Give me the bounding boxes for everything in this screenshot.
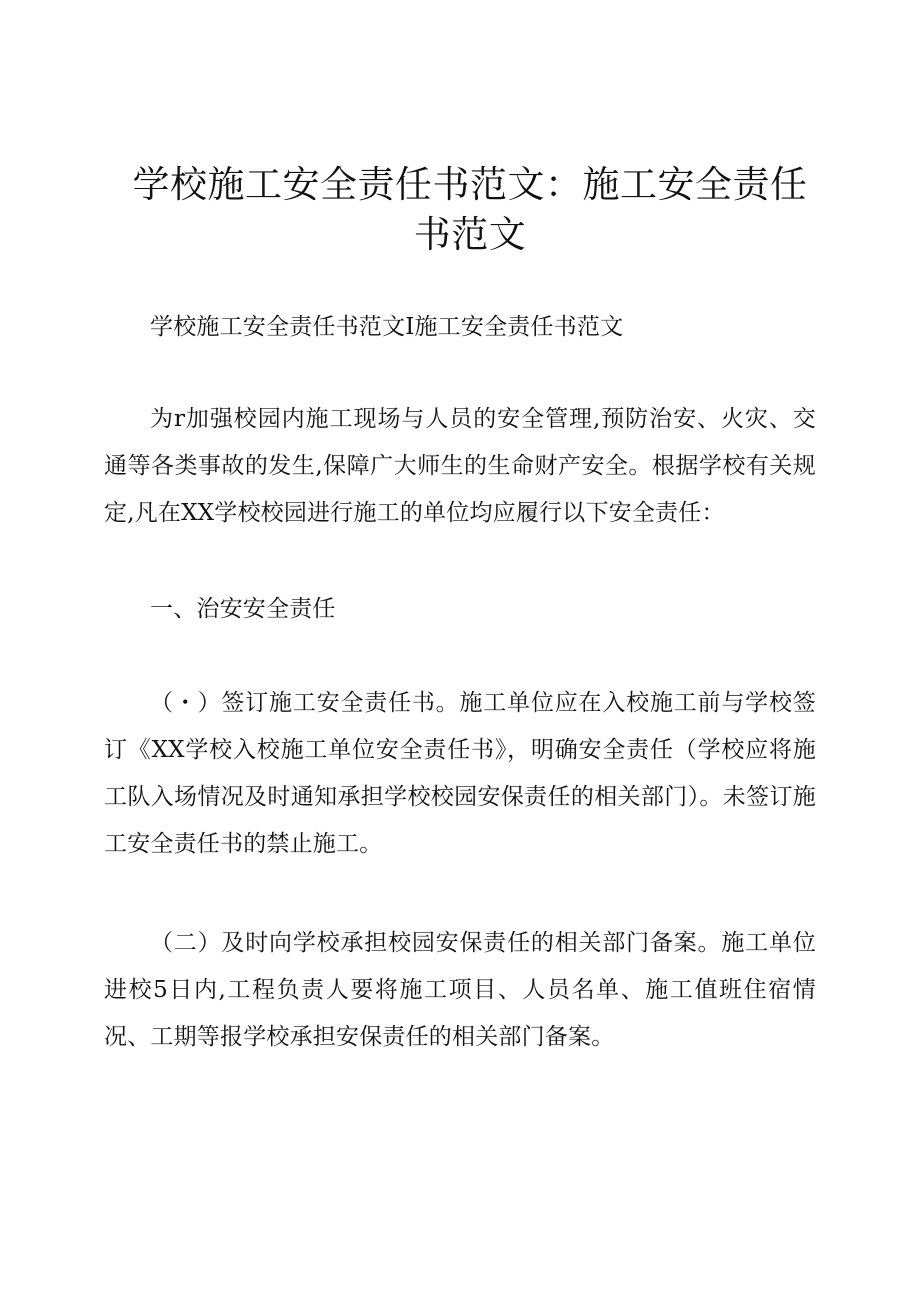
document-title: 学校施工安全责任书范文：施工安全责任书范文: [132, 163, 808, 256]
section-heading: 一、治安安全责任: [150, 596, 336, 622]
list-item: （二）及时向学校承担校园安保责任的相关部门备案。施工单位进校5日内,工程负责人要将施工项目、人员名单、施工值班住宿情况、工期等报学校承担安保责任的相关部门备案。: [104, 930, 816, 1050]
list-item: （・）签订施工安全责任书。施工单位应在入校施工前与学校签订《XX学校入校施工单位安全责任书》，明确安全责任（学校应将施工队入场情况及时通知承担学校校园安保责任的相关部门）。未签订施工安全责任书的禁止施工。: [104, 690, 816, 857]
intro-paragraph: 为r加强校园内施工现场与人员的安全管理,预防治安、火灾、交通等各类事故的发生,保障广大师生的生命财产安全。根据学校有关规定,凡在XX学校校园进行施工的单位均应履行以下安全责任：: [104, 406, 816, 526]
document-subtitle: 学校施工安全责任书范文I施工安全责任书范文: [150, 314, 624, 340]
